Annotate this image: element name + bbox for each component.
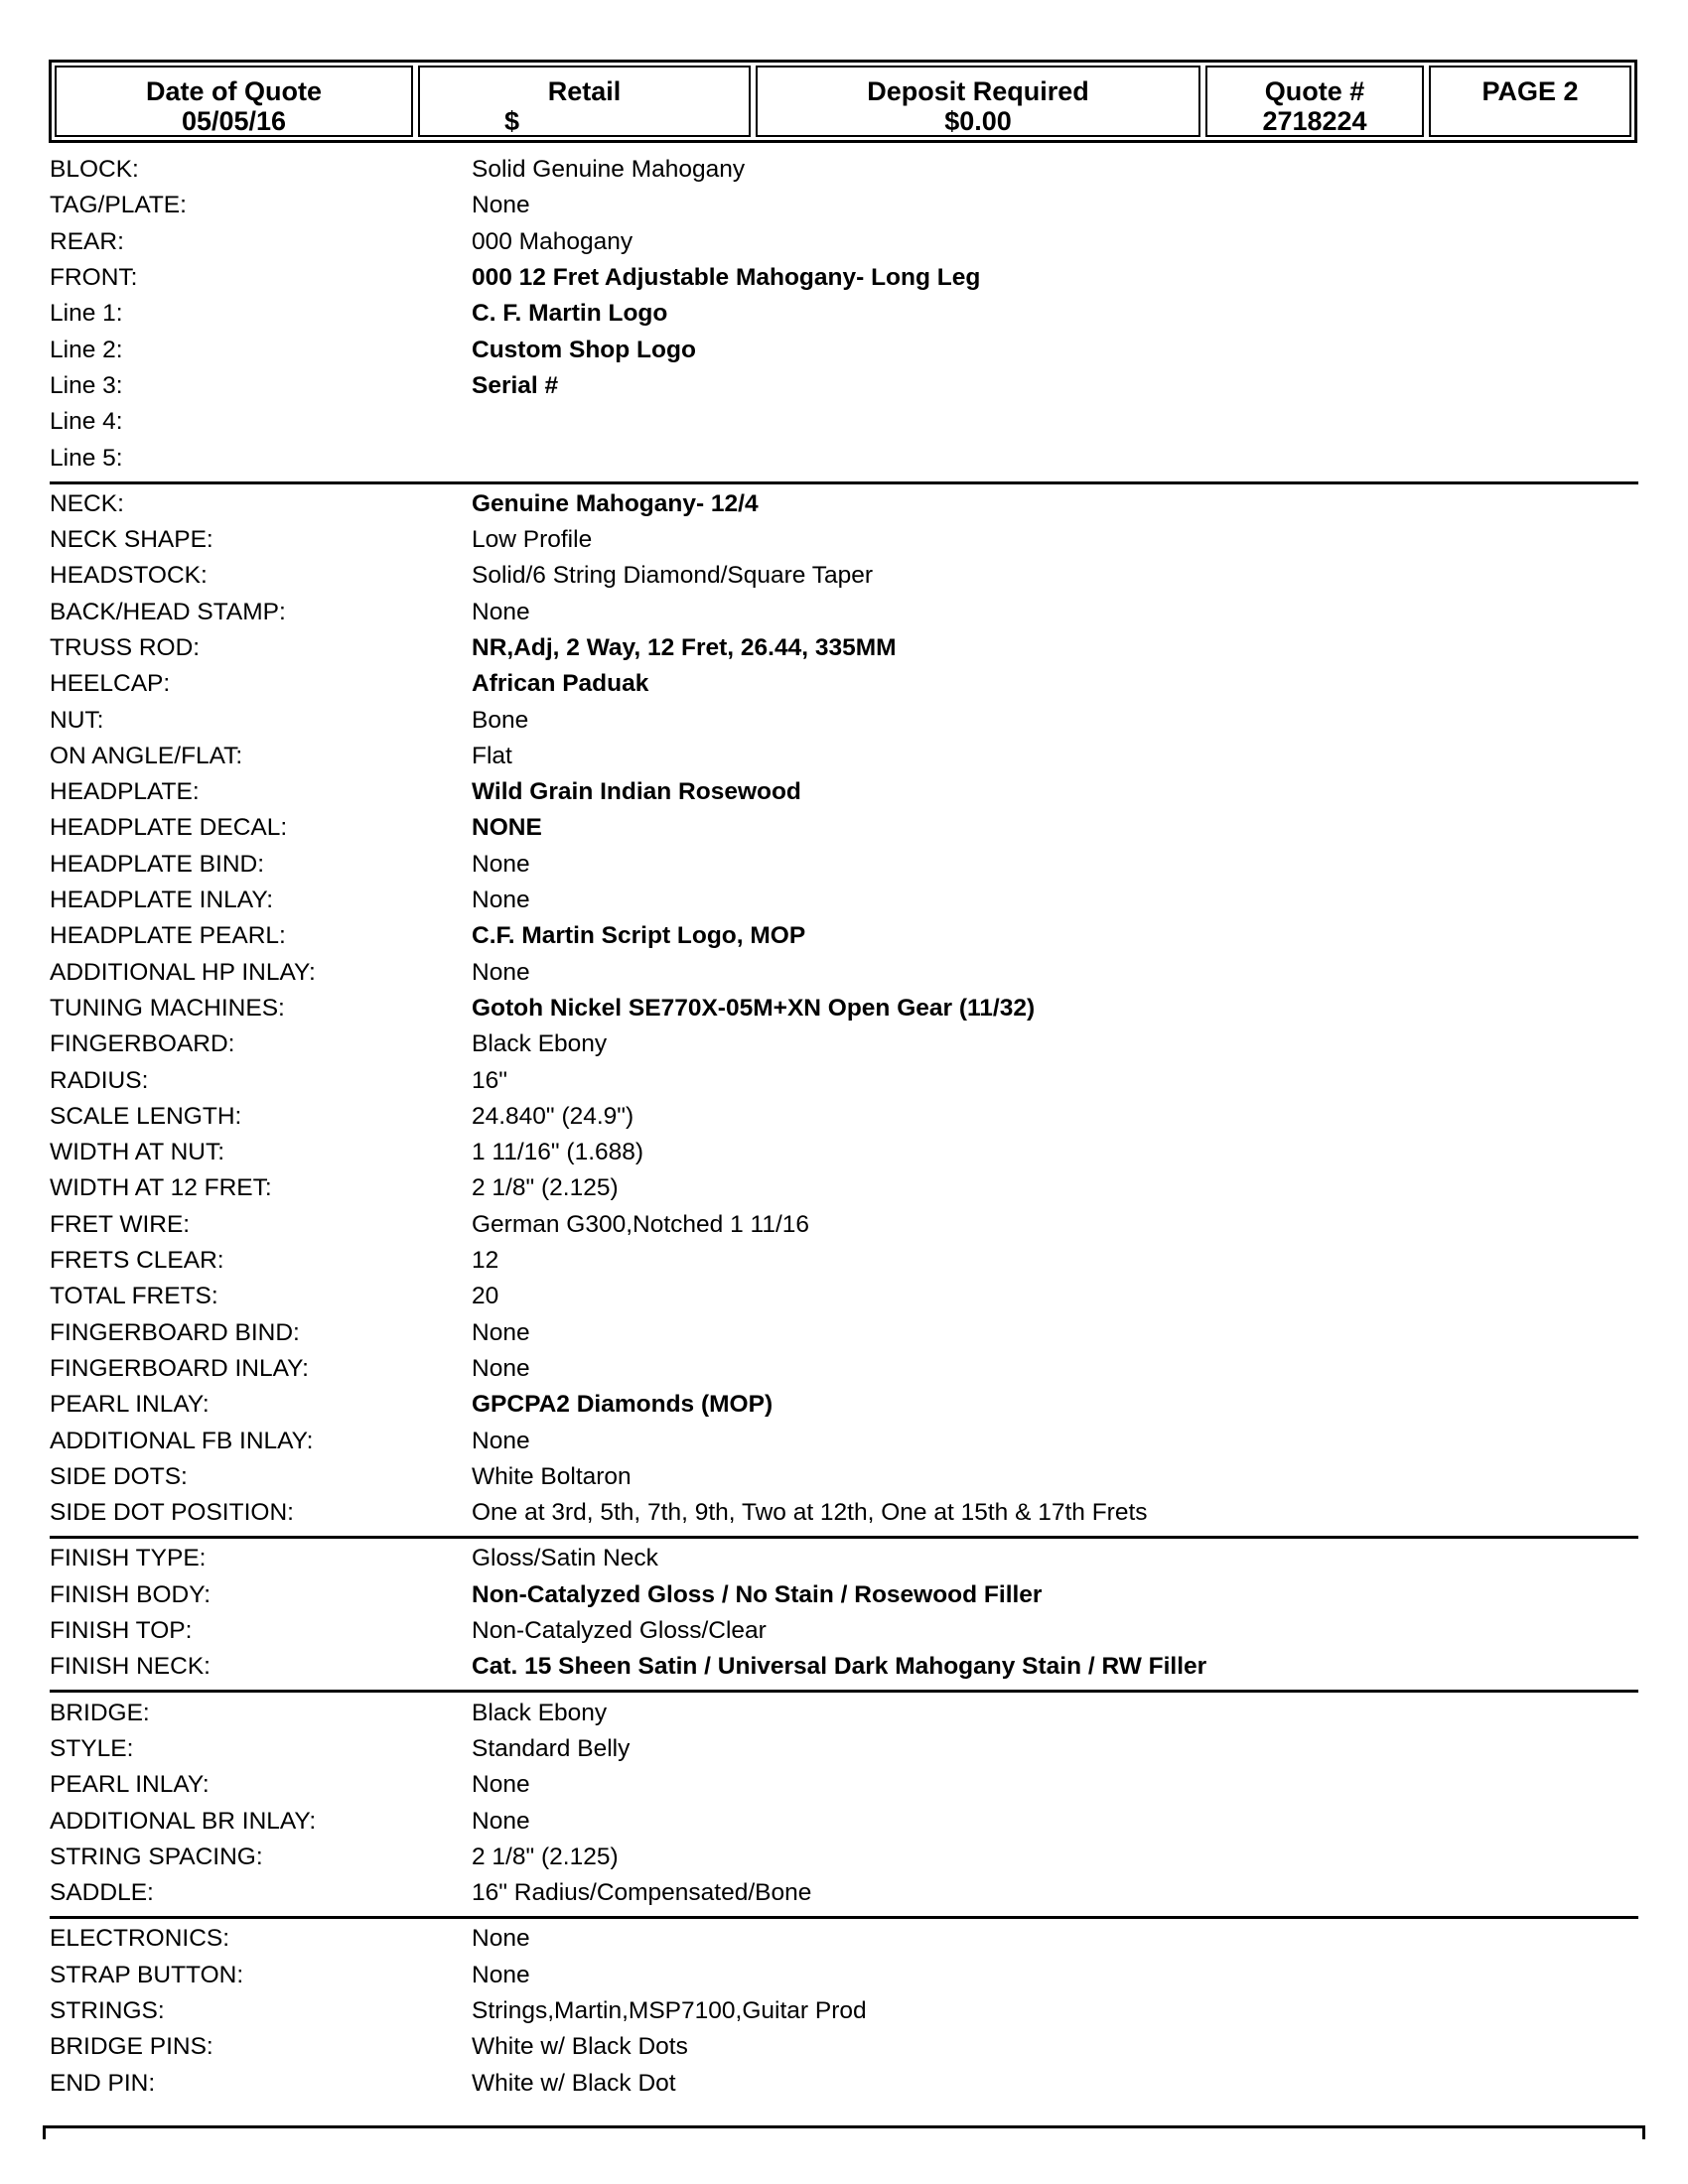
spec-row [50, 1026, 1638, 1062]
spec-value: Standard Belly [472, 1734, 631, 1762]
spec-row [50, 332, 1638, 367]
spec-row [50, 188, 1638, 223]
spec-label: BRIDGE PINS: [50, 2033, 213, 2061]
spec-label: WIDTH AT NUT: [50, 1139, 225, 1166]
spec-label: Line 1: [50, 300, 123, 328]
spec-label: STRAP BUTTON: [50, 1961, 244, 1988]
spec-row [50, 1279, 1638, 1314]
spec-value: NONE [472, 814, 542, 842]
spec-row [50, 630, 1638, 666]
retail-value: $ [504, 106, 520, 136]
spec-section [50, 1693, 1638, 1919]
spec-value: White w/ Black Dots [472, 2033, 688, 2061]
spec-section [50, 1539, 1638, 1693]
spec-value: Genuine Mahogany- 12/4 [472, 489, 759, 517]
spec-row [50, 260, 1638, 296]
spec-row [50, 558, 1638, 594]
spec-label: FINISH TOP: [50, 1617, 193, 1645]
spec-value: Strings,Martin,MSP7100,Guitar Prod [472, 1996, 867, 2024]
spec-value: C.F. Martin Script Logo, MOP [472, 922, 806, 950]
spec-row [50, 2065, 1638, 2101]
spec-label: BLOCK: [50, 156, 139, 184]
spec-value: Non-Catalyzed Gloss / No Stain / Rosewood Filler [472, 1580, 1043, 1608]
spec-row [50, 1577, 1638, 1613]
spec-label: Line 3: [50, 371, 123, 399]
spec-value: NR,Adj, 2 Way, 12 Fret, 26.44, 335MM [472, 634, 897, 661]
spec-section [50, 484, 1638, 1540]
spec-value: 16" [472, 1066, 507, 1094]
spec-row [50, 1921, 1638, 1957]
spec-value: 20 [472, 1283, 499, 1310]
spec-value: 000 12 Fret Adjustable Mahogany- Long Leg [472, 264, 981, 292]
retail-cell [418, 66, 751, 137]
spec-label: FINISH NECK: [50, 1653, 211, 1681]
spec-label: FRONT: [50, 264, 138, 292]
spec-row [50, 1351, 1638, 1387]
spec-row [50, 883, 1638, 918]
spec-value: None [472, 1961, 530, 1988]
spec-value: Gotoh Nickel SE770X-05M+XN Open Gear (11/32) [472, 994, 1036, 1022]
spec-label: Line 4: [50, 408, 123, 436]
spec-value: 1 11/16" (1.688) [472, 1139, 644, 1166]
spec-value: African Paduak [472, 670, 649, 698]
spec-value: None [472, 1427, 530, 1454]
spec-label: STYLE: [50, 1734, 134, 1762]
spec-row [50, 1423, 1638, 1458]
spec-row [50, 404, 1638, 440]
spec-label: TOTAL FRETS: [50, 1283, 218, 1310]
spec-row [50, 595, 1638, 630]
spec-label: FINGERBOARD INLAY: [50, 1354, 309, 1382]
spec-row [50, 1207, 1638, 1243]
spec-row [50, 1170, 1638, 1206]
deposit-required-label: Deposit Required [867, 76, 1089, 106]
spec-label: BRIDGE: [50, 1699, 150, 1726]
spec-label: REAR: [50, 227, 124, 255]
spec-row [50, 1875, 1638, 1911]
deposit-required-value: $0.00 [944, 106, 1012, 136]
spec-label: NECK SHAPE: [50, 526, 213, 554]
spec-value: None [472, 887, 530, 914]
retail-label: Retail [547, 76, 622, 106]
spec-label: END PIN: [50, 2069, 156, 2097]
spec-row [50, 296, 1638, 332]
spec-value: Flat [472, 742, 512, 769]
quote-number-label: Quote # [1264, 76, 1365, 106]
spec-value: Gloss/Satin Neck [472, 1545, 658, 1572]
spec-label: FINISH TYPE: [50, 1545, 207, 1572]
spec-row [50, 1062, 1638, 1098]
spec-row [50, 1803, 1638, 1839]
quote-number-value: 2718224 [1262, 106, 1367, 136]
spec-row [50, 486, 1638, 522]
footer-rule [43, 2125, 1645, 2128]
spec-row [50, 739, 1638, 774]
spec-row [50, 918, 1638, 954]
spec-label: FINGERBOARD BIND: [50, 1318, 300, 1346]
spec-row [50, 1243, 1638, 1279]
spec-row [50, 1099, 1638, 1135]
spec-label: TRUSS ROD: [50, 634, 201, 661]
page-number-label: PAGE 2 [1481, 76, 1579, 106]
spec-value: 2 1/8" (2.125) [472, 1174, 619, 1202]
spec-row [50, 368, 1638, 404]
date-of-quote-value: 05/05/16 [181, 106, 287, 136]
spec-row [50, 1993, 1638, 2029]
spec-value: Low Profile [472, 526, 593, 554]
spec-label: NECK: [50, 489, 124, 517]
spec-row [50, 440, 1638, 476]
spec-label: STRINGS: [50, 1996, 165, 2024]
spec-label: SIDE DOT POSITION: [50, 1499, 294, 1527]
spec-label: HEADPLATE: [50, 778, 200, 806]
spec-label: HEADSTOCK: [50, 562, 208, 590]
date-of-quote-cell [55, 66, 413, 137]
spec-value: Black Ebony [472, 1699, 608, 1726]
deposit-required-cell [756, 66, 1200, 137]
spec-row [50, 1495, 1638, 1531]
spec-label: WIDTH AT 12 FRET: [50, 1174, 272, 1202]
quote-number-cell [1205, 66, 1424, 137]
spec-row [50, 1459, 1638, 1495]
spec-value: None [472, 1925, 530, 1953]
spec-row [50, 666, 1638, 702]
spec-row [50, 1387, 1638, 1423]
spec-row [50, 1541, 1638, 1576]
spec-value: Solid/6 String Diamond/Square Taper [472, 562, 874, 590]
spec-row [50, 702, 1638, 738]
spec-row [50, 2029, 1638, 2065]
spec-label: ELECTRONICS: [50, 1925, 230, 1953]
spec-row [50, 224, 1638, 260]
spec-value: Custom Shop Logo [472, 336, 696, 363]
spec-value: 12 [472, 1247, 499, 1275]
quote-header [49, 60, 1637, 143]
spec-label: TAG/PLATE: [50, 192, 187, 219]
spec-value: None [472, 598, 530, 625]
spec-row [50, 1840, 1638, 1875]
spec-value: One at 3rd, 5th, 7th, 9th, Two at 12th, One at 15th & 17th Frets [472, 1499, 1148, 1527]
spec-label: RADIUS: [50, 1066, 149, 1094]
spec-row [50, 991, 1638, 1026]
spec-row [50, 1731, 1638, 1767]
spec-label: FINGERBOARD: [50, 1030, 235, 1058]
spec-label: ADDITIONAL FB INLAY: [50, 1427, 314, 1454]
spec-row [50, 1767, 1638, 1803]
spec-label: PEARL INLAY: [50, 1391, 210, 1419]
spec-row [50, 955, 1638, 991]
spec-row [50, 152, 1638, 188]
spec-value: None [472, 192, 530, 219]
spec-label: Line 2: [50, 336, 123, 363]
spec-label: PEARL INLAY: [50, 1771, 210, 1799]
spec-label: SIDE DOTS: [50, 1462, 188, 1490]
spec-label: FRET WIRE: [50, 1210, 191, 1238]
spec-row [50, 1315, 1638, 1351]
spec-value: Serial # [472, 371, 559, 399]
spec-value: None [472, 1807, 530, 1835]
spec-row [50, 1649, 1638, 1685]
spec-value: White w/ Black Dot [472, 2069, 676, 2097]
spec-value: Black Ebony [472, 1030, 608, 1058]
spec-value: Cat. 15 Sheen Satin / Universal Dark Mahogany Stain / RW Filler [472, 1653, 1207, 1681]
spec-sections [50, 147, 1638, 2107]
spec-label: FINISH BODY: [50, 1580, 211, 1608]
spec-label: ADDITIONAL BR INLAY: [50, 1807, 317, 1835]
spec-row [50, 1695, 1638, 1730]
spec-value: C. F. Martin Logo [472, 300, 668, 328]
spec-row [50, 1958, 1638, 1993]
spec-value: Solid Genuine Mahogany [472, 156, 746, 184]
spec-row [50, 774, 1638, 810]
spec-row [50, 847, 1638, 883]
spec-section [50, 1919, 1638, 2106]
spec-value: None [472, 850, 530, 878]
spec-label: TUNING MACHINES: [50, 994, 285, 1022]
spec-value: 16" Radius/Compensated/Bone [472, 1879, 812, 1907]
spec-value: 2 1/8" (2.125) [472, 1843, 619, 1870]
spec-label: HEADPLATE INLAY: [50, 887, 274, 914]
spec-value: 24.840" (24.9") [472, 1102, 634, 1130]
spec-label: SADDLE: [50, 1879, 154, 1907]
spec-label: ADDITIONAL HP INLAY: [50, 958, 316, 986]
spec-label: NUT: [50, 706, 104, 734]
spec-value: German G300,Notched 1 11/16 [472, 1210, 810, 1238]
spec-label: Line 5: [50, 444, 123, 472]
spec-label: FRETS CLEAR: [50, 1247, 224, 1275]
spec-label: HEADPLATE BIND: [50, 850, 265, 878]
spec-label: STRING SPACING: [50, 1843, 263, 1870]
spec-label: HEADPLATE PEARL: [50, 922, 286, 950]
spec-label: HEELCAP: [50, 670, 171, 698]
spec-value: GPCPA2 Diamonds (MOP) [472, 1391, 774, 1419]
date-of-quote-label: Date of Quote [145, 76, 322, 106]
spec-value: None [472, 1771, 530, 1799]
spec-label: HEADPLATE DECAL: [50, 814, 288, 842]
spec-value: None [472, 1354, 530, 1382]
spec-value: White Boltaron [472, 1462, 632, 1490]
spec-label: ON ANGLE/FLAT: [50, 742, 243, 769]
spec-value: None [472, 1318, 530, 1346]
spec-label: BACK/HEAD STAMP: [50, 598, 286, 625]
spec-row [50, 1135, 1638, 1170]
spec-value: None [472, 958, 530, 986]
spec-value: 000 Mahogany [472, 227, 633, 255]
spec-row [50, 1613, 1638, 1649]
spec-value: Bone [472, 706, 529, 734]
spec-row [50, 522, 1638, 558]
spec-section [50, 147, 1638, 484]
spec-row [50, 810, 1638, 846]
spec-value: Wild Grain Indian Rosewood [472, 778, 801, 806]
page-number-cell [1429, 66, 1631, 137]
spec-value: Non-Catalyzed Gloss/Clear [472, 1617, 767, 1645]
spec-label: SCALE LENGTH: [50, 1102, 242, 1130]
